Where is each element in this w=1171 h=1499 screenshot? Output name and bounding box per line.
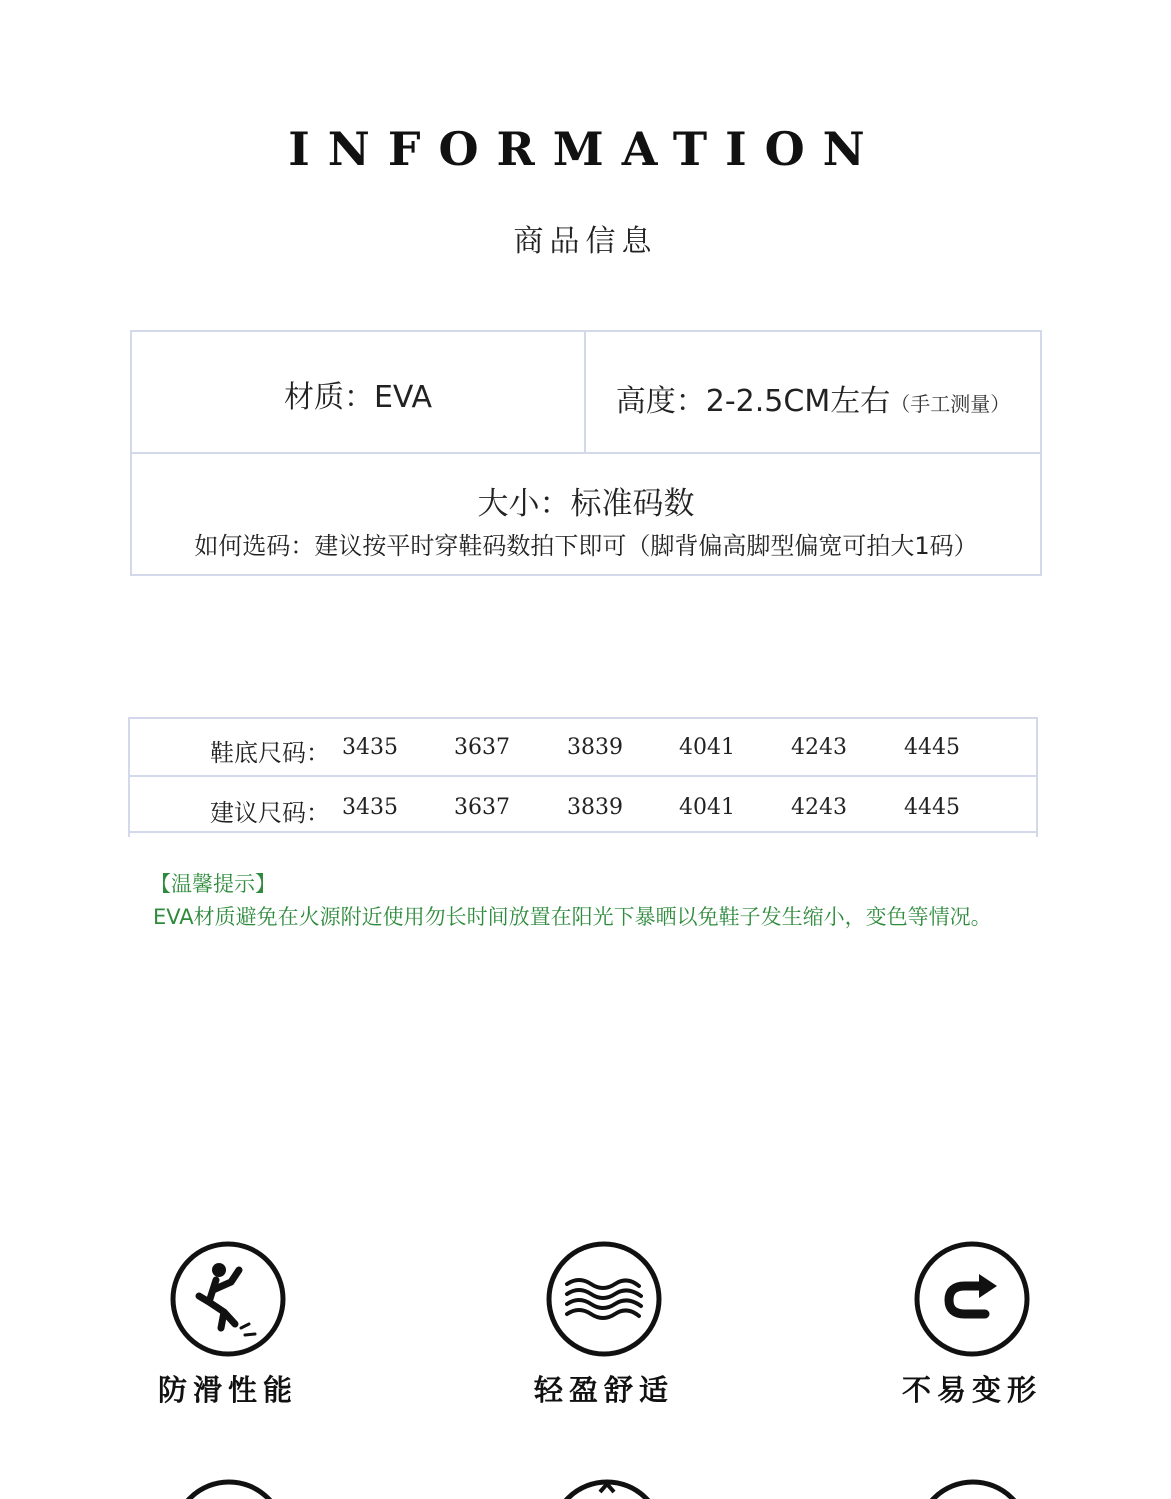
feature-label: 防滑性能 xyxy=(157,1373,298,1407)
size-guide-text: 如何选码：建议按平时穿鞋码数拍下即可（脚背偏高脚型偏宽可拍大1码） xyxy=(194,532,978,560)
wave-comfort-icon xyxy=(474,1240,734,1358)
page-title: INFORMATION xyxy=(288,122,883,176)
size-row-divider xyxy=(130,775,1036,777)
partial-feature-icon xyxy=(170,1478,288,1499)
tip-body: EVA材质避免在火源附近使用勿长时间放置在阳光下暴晒以免鞋子发生缩小，变色等情况。 xyxy=(153,905,992,929)
feature-no-deform xyxy=(842,1240,1102,1409)
size-table-bottom-line xyxy=(128,831,1038,833)
suggested-size-label: 建议尺码： xyxy=(210,799,330,827)
feature-label: 轻盈舒适 xyxy=(533,1373,674,1407)
partial-feature-icon xyxy=(548,1478,666,1499)
height-text: 高度：2-2.5CM左右 xyxy=(615,384,891,419)
return-arrow-icon xyxy=(842,1240,1102,1358)
sole-size-label: 鞋底尺码： xyxy=(210,739,330,767)
sole-size-value: 3637 xyxy=(454,735,510,760)
partial-feature-icon xyxy=(914,1478,1032,1499)
feature-anti-slip xyxy=(98,1240,358,1409)
sole-size-value: 4445 xyxy=(904,735,960,760)
suggested-size-value: 3637 xyxy=(454,795,510,820)
suggested-size-value: 4041 xyxy=(679,795,735,820)
feature-comfort xyxy=(474,1240,734,1409)
sole-size-value: 4041 xyxy=(679,735,735,760)
size-text: 大小：标准码数 xyxy=(477,486,695,522)
feature-label: 不易变形 xyxy=(901,1373,1042,1407)
sole-size-value: 3839 xyxy=(567,735,623,760)
tip-title: 【温馨提示】 xyxy=(150,872,276,896)
suggested-size-value: 3435 xyxy=(342,795,398,820)
suggested-size-value: 4445 xyxy=(904,795,960,820)
height-cell xyxy=(586,376,1040,420)
sole-size-value: 3435 xyxy=(342,735,398,760)
info-row-divider xyxy=(132,452,1040,454)
material-text: 材质：EVA xyxy=(283,380,433,415)
suggested-size-value: 4243 xyxy=(791,795,847,820)
suggested-size-value: 3839 xyxy=(567,795,623,820)
height-note: （手工测量） xyxy=(890,392,1011,416)
sole-size-value: 4243 xyxy=(791,735,847,760)
anti-slip-icon xyxy=(98,1240,358,1358)
page-subtitle: 商品信息 xyxy=(513,224,658,259)
